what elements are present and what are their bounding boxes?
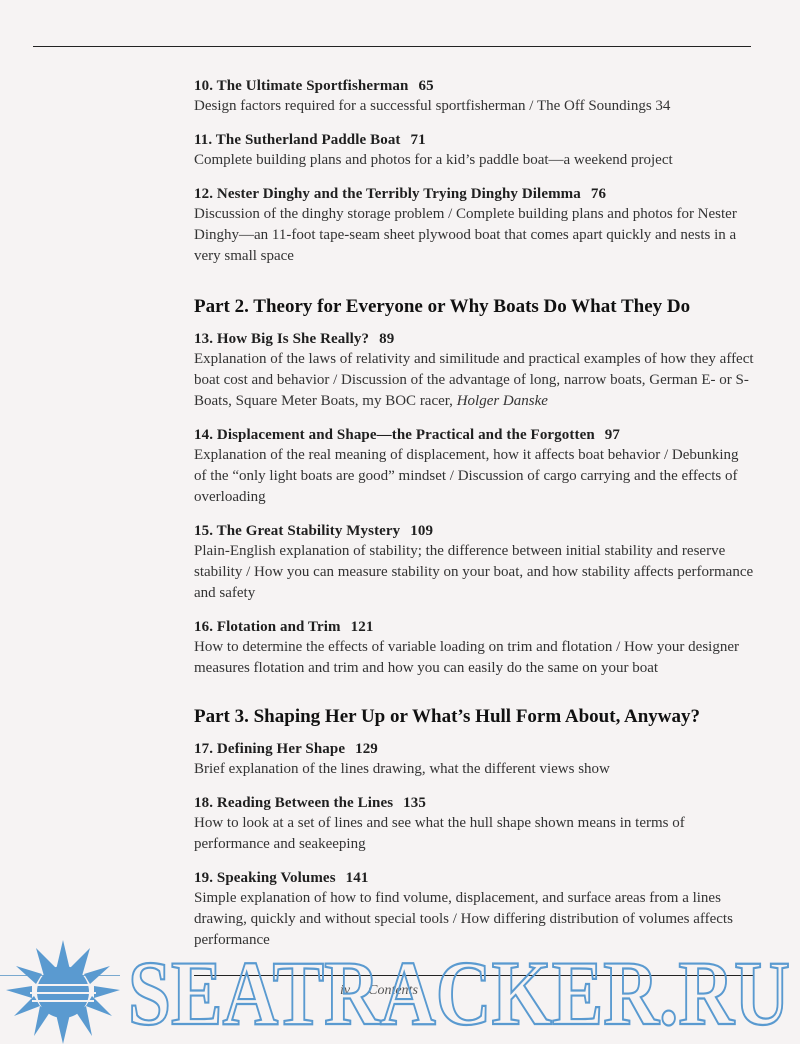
chapter-title [194, 739, 754, 759]
chapter-page-number: 89 [379, 331, 395, 347]
chapter-description [194, 349, 754, 412]
chapter-description-text: How to determine the effects of variable loading on trim and flotation / How your designer measures flotation and trim and how you can easily do the same on your boat [194, 639, 739, 676]
chapter-entry [194, 130, 754, 171]
chapter-title [194, 793, 754, 813]
chapter-description [194, 759, 754, 780]
chapter-entry [194, 868, 754, 951]
chapter-page-number: 129 [355, 741, 378, 757]
chapter-title-text: 13. How Big Is She Really? [194, 331, 370, 347]
chapter-description [194, 813, 754, 855]
chapter-group-part3 [194, 739, 754, 951]
chapter-description [194, 96, 754, 117]
chapter-group-part2 [194, 329, 754, 679]
chapter-description [194, 150, 754, 171]
chapter-entry [194, 617, 754, 679]
top-rule [33, 46, 751, 47]
chapter-description [194, 204, 754, 267]
chapter-entry [194, 521, 754, 604]
chapter-title [194, 130, 754, 150]
chapter-description-text: Discussion of the dinghy storage problem / Complete building plans and photos for Nester Dinghy—an 11-foot tape-seam sheet plywood boat that comes apart quickly and nests in a very small space [194, 206, 737, 264]
chapter-title-text: 12. Nester Dinghy and the Terribly Trying Dinghy Dilemma [194, 186, 581, 202]
chapter-description-italic: Holger Danske [456, 393, 548, 409]
chapter-description-text: Plain-English explanation of stability; the difference between initial stability and reserve stability / How you can measure stability on your boat, and how stability affects performance and safety [194, 543, 754, 601]
chapter-title-text: 18. Reading Between the Lines [194, 795, 394, 811]
chapter-description-text: How to look at a set of lines and see what the hull shape shown means in terms of performance and seakeeping [194, 815, 685, 852]
chapter-page-number: 71 [410, 132, 426, 148]
chapter-entry [194, 76, 754, 117]
chapter-title [194, 617, 754, 637]
chapter-description [194, 445, 754, 508]
part-heading-2: Part 2. Theory for Everyone or Why Boats Do What They Do [194, 296, 691, 317]
chapter-description-text: Explanation of the laws of relativity and similitude and practical examples of how they affect boat cost and behavior / Discussion of the advantage of long, narrow boats, German E- or S-Boats, Square Meter Boats, my BOC racer, [194, 351, 754, 409]
chapter-page-number: 121 [350, 619, 374, 635]
contents-body [194, 76, 754, 964]
footer-page-number: iv [340, 983, 351, 998]
chapter-page-number: 135 [403, 795, 426, 811]
chapter-title [194, 329, 754, 349]
chapter-description-text: Complete building plans and photos for a kid’s paddle boat—a weekend project [194, 152, 673, 168]
sun-logo-icon [0, 940, 130, 1044]
chapter-description [194, 541, 754, 604]
chapter-title [194, 521, 754, 541]
chapter-page-number: 76 [590, 186, 607, 202]
chapter-title-text: 17. Defining Her Shape [194, 741, 346, 757]
chapter-entry [194, 184, 754, 267]
chapter-title [194, 425, 754, 445]
chapter-title-text: 16. Flotation and Trim [194, 619, 341, 635]
chapter-title-text: 19. Speaking Volumes [194, 870, 336, 886]
chapter-page-number: 97 [604, 427, 620, 443]
chapter-title-text: 10. The Ultimate Sportfisherman [194, 78, 409, 94]
chapter-group-part1 [194, 76, 754, 267]
chapter-title-text: 14. Displacement and Shape—the Practical and the Forgotten [194, 427, 595, 443]
chapter-description-text: Explanation of the real meaning of displacement, how it affects boat behavior / Debunking of the “only light boats are good” mindset / Discussion of cargo carrying and the effects of overloading [194, 447, 739, 505]
chapter-title-text: 11. The Sutherland Paddle Boat [194, 132, 401, 148]
svg-text:SEATRACKER.RU: SEATRACKER.RU [128, 948, 790, 1038]
chapter-entry [194, 329, 754, 412]
watermark-logo [128, 948, 798, 1038]
chapter-title [194, 184, 754, 204]
chapter-entry [194, 739, 754, 780]
chapter-entry [194, 793, 754, 855]
chapter-description-text: Brief explanation of the lines drawing, what the different views show [194, 761, 610, 777]
chapter-page-number: 65 [418, 78, 434, 94]
chapter-description-text: Simple explanation of how to find volume, displacement, and surface areas from a lines drawing, quickly and without special tools / How differing distribution of volumes affects performance [194, 890, 733, 948]
chapter-title [194, 76, 754, 96]
chapter-page-number: 109 [410, 523, 434, 539]
part-heading-3: Part 3. Shaping Her Up or What’s Hull Form About, Anyway? [194, 706, 701, 727]
chapter-title-text: 15. The Great Stability Mystery [194, 523, 401, 539]
chapter-description [194, 637, 754, 679]
page-footer [0, 940, 800, 1044]
footer-section: Contents [368, 983, 418, 998]
chapter-description-text: Design factors required for a successful sportfisherman / The Off Soundings 34 [194, 98, 671, 114]
chapter-title [194, 868, 754, 888]
chapter-page-number: 141 [345, 870, 369, 886]
chapter-entry [194, 425, 754, 508]
